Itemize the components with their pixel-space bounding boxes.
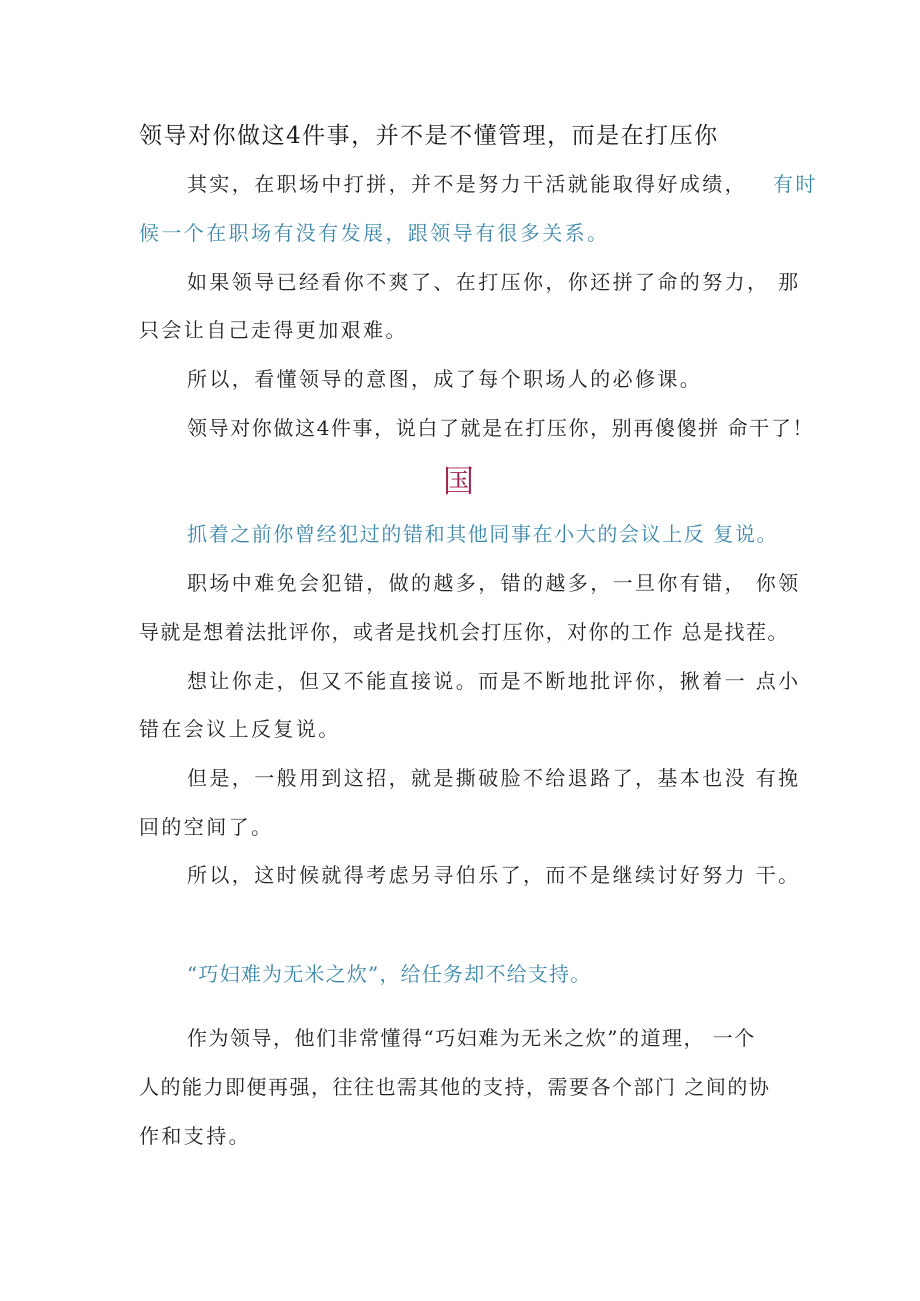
section-1-paragraph-3-line-2: 回的空间了。 [139, 815, 274, 839]
section-1-paragraph-4: 所以，这时候就得考虑另寻伯乐了，而不是继续讨好努力 干。 [187, 863, 801, 887]
section-1-paragraph-1-line-2: 导就是想着法批评你，或者是找机会打压你，对你的工作 总是找茬。 [139, 620, 789, 644]
section-1-paragraph-2-line-1: 想让你走，但又不能直接说。而是不断地批评你，揪着一 点小 [187, 669, 801, 693]
intro-highlight-text: 有时 [773, 172, 818, 196]
section-1-heading: 抓着之前你曾经犯过的错和其他同事在小大的会议上反 复说。 [187, 522, 779, 546]
article-title: 领导对你做这4件事，并不是不懂管理，而是在打压你 [139, 123, 719, 149]
section-2-paragraph-1-line-3: 作和支持。 [139, 1124, 251, 1148]
intro-paragraph-1-line-1 [187, 170, 818, 198]
intro-paragraph-4: 领导对你做这4件事，说白了就是在打压你，别再傻傻拼 命干了！ [187, 416, 815, 440]
intro-text: 其实，在职场中打拼，并不是努力干活就能取得好成绩， [187, 172, 747, 196]
intro-paragraph-2-line-1: 如果领导已经看你不爽了、在打压你，你还拼了命的努力， 那 [187, 270, 801, 294]
intro-paragraph-3: 所以，看懂领导的意图，成了每个职场人的必修课。 [187, 367, 703, 391]
section-1-paragraph-2-line-2: 错在会议上反复说。 [139, 717, 341, 741]
section-2-heading: “巧妇难为无米之炊”，给任务却不给支持。 [187, 962, 592, 986]
section-1-paragraph-1-line-1: 职场中难免会犯错，做的越多，错的越多，一旦你有错， 你领 [187, 571, 801, 595]
section-2-paragraph-1-line-2: 人的能力即便再强，往往也需其他的支持，需要各个部门 之间的协 [139, 1075, 771, 1099]
intro-paragraph-1-line-2: 候一个在职场有没有发展，跟领导有很多关系。 [139, 221, 610, 245]
section-1-paragraph-3-line-1: 但是，一般用到这招，就是撕破脸不给退路了，基本也没 有挽 [187, 766, 801, 790]
section-2-paragraph-1-line-1: 作为领导，他们非常懂得“巧妇难为无米之炊”的道理， 一个 [187, 1026, 756, 1050]
section-mark: 国 [443, 464, 474, 500]
intro-paragraph-2-line-2: 只会让自己走得更加艰难。 [139, 318, 408, 342]
